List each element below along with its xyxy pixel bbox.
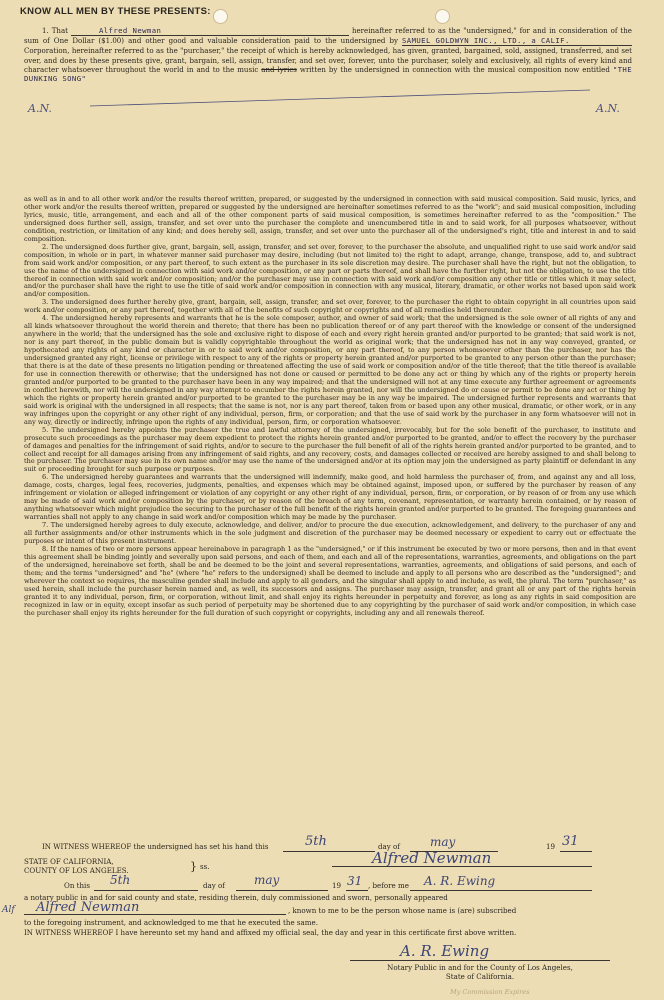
witness-month-hand: may bbox=[430, 835, 456, 849]
witness-year-hand: 31 bbox=[562, 834, 579, 849]
notary-signature: A. R. Ewing bbox=[400, 942, 490, 960]
body-paragraph: 8. If the names of two or more persons appear hereinabove in paragraph 1 as the "undersigned," or if this instrument be executed by two or more persons, then and in that event this agreement shall be binding jointly and severally upon said persons, and each of them, and each and all of the representations, warranties, agreements, and obligations on the part of the undersigned, hereinabove set forth, shall be and be deemed to be the joint and several representations, warranties, agreements, and obligations of said persons, and each of them; and the terms "undersigned" and "he" (where "he" refers to the undersigned) shall be deemed to include and apply to all persons who are described as the "undersigned"; and wherever the context so requires, the masculine gender shall include and apply to all genders, and the singular shall apply to and include, as well, the plural. The term "purchaser," as used herein, shall include the purchaser herein named and, as well, its successors and assigns. The purchaser may assign, transfer, and grant all or any part of the rights herein granted it to any individual, person, firm, or corporation, without limit, and shall enjoy its rights hereunder in perpetuity and forever, as long as any rights in said composition are recognized in law or in equity, except insofar as such period of perpetuity may be shortened due to any copyrighting by the purchaser of said work and/or composition, in which case the purchaser shall enjoy its rights hereunder for the full duration of such copyright or copyrights, including any and all renewals thereof. bbox=[24, 544, 636, 617]
margin-note: Alf bbox=[2, 905, 15, 915]
paragraph-1-text-a: hereinafter referred to as the "undersigned," for and in consideration of the sum of One Dollar ($1.00) and other good and valuable consideration paid to the undersigned by bbox=[24, 26, 632, 46]
ack-before-me: , before me bbox=[368, 881, 409, 890]
punch-hole-left bbox=[213, 9, 228, 24]
venue-state: STATE OF CALIFORNIA, bbox=[24, 857, 114, 866]
ack-line-4 bbox=[24, 918, 318, 927]
venue-ss: ss. bbox=[200, 862, 210, 871]
venue-bracket: } bbox=[190, 860, 197, 873]
witness-day-hand: 5th bbox=[305, 834, 327, 849]
body-paragraph: 7. The undersigned hereby agrees to duly execute, acknowledge, and deliver, and/or to procure the due execution, acknowledgement, and delivery, to the purchaser of any and all further assignments and/or other instruments which in the sole judgment and discretion of the purchaser may be deemed necessary or expedient to carry out or effectuate the purposes or intent of this present instrument. bbox=[24, 521, 636, 545]
composer-signature: Alfred Newman bbox=[372, 849, 492, 867]
purchaser-name: SAMUEL GOLDWYN INC., LTD., a CALIF. bbox=[402, 36, 632, 46]
ack-line-5: IN WITNESS WHEREOF I have hereunto set my hand and affixed my official seal, the day and year in this certificate first above written. bbox=[24, 928, 517, 937]
paragraph-number: 1. That bbox=[42, 26, 68, 35]
ack-year-line bbox=[346, 890, 368, 891]
notary-caption-line-2: State of California. bbox=[445, 972, 515, 981]
witness-day-of: day of bbox=[378, 842, 400, 851]
contract-body bbox=[24, 196, 636, 618]
ack-line-3: , known to me to be the person whose name is (are) subscribed bbox=[288, 906, 517, 915]
ack-notary-line bbox=[410, 890, 592, 891]
ack-appeared-hand: Alfred Newman bbox=[36, 900, 140, 915]
witness-day-line bbox=[283, 851, 375, 852]
body-paragraph: 4. The undersigned hereby represents and warrants that he is the sole composer, author, and owner of said work; that the undersigned is the sole owner of all rights of any and all kinds whatsoever throughout the world therein and thereto; that there has been no publication thereof or of any part thereof with the knowledge or consent of the undersigned anywhere in the world; that the undersigned has the sole and exclusive right to dispose of each and every right herein granted and/or purported to be granted; that said work is not, nor is any part thereof, in the public domain but is validly copyrightable throughout the world as original work; that the undersigned has not in any way conveyed, granted, or hypothecated any rights of any kind or character in or to said work and/or composition, or any part thereof, to any person whomsoever other than the purchaser, nor has the undersigned granted any right, license or privilege with respect to any of the rights or property herein granted and/or purported to be granted to any person other than the purchaser; that there is at the date of these presents no litigation pending or threatened affecting the use of said work or composition and/or of the title thereof; that the title thereof is available for use in connection therewith or otherwise; that the undersigned has not done or caused or permitted to be done any act or thing by which any of the rights or property herein granted and/or purported to be granted to the purchaser have been in any way impaired; and that the undersigned will not at any time execute any further agreement or agreements in conflict herewith, nor will the undersigned in any way attempt to encumber the rights herein granted, nor will the undersigned do or cause or permit to be done any act or thing by which the rights or property herein granted and/or purported to be granted to the purchaser may be in any way be impaired. The undersigned further represents and warrants that said work is original with the undersigned in all respects; that the same is not, nor is any part thereof, taken from or based upon any other musical, dramatic, or other work, or in any way infringes upon the copyright or any other right of any individual, person, firm, or corporation; and that the use of said work by the purchaser in any form whatsoever will not in any way, directly or indirectly, infringe upon the rights of any individual, person, firm, or corporation whatsoever. bbox=[24, 314, 636, 426]
witness-year-prefix: 19 bbox=[546, 842, 556, 851]
ack-month-line bbox=[236, 890, 328, 891]
body-paragraph: 2. The undersigned does further give, grant, bargain, sell, assign, transfer, and set over, forever, to the purchaser the absolute, and unqualified right to use said work and/or said composition, in whole or in part, in whatever manner said purchaser may desire, including (but not limited to) the right to adapt, arrange, change, transpose, add to, and subtract from said work and/or composition, or any part thereof, to such extent as the purchaser in its sole discretion may desire. The purchaser shall have the right, but not the obligation, to use the name of the undersigned in connection with said work and/or composition, or any part or parts thereof, and shall have the further right, but not the obligation, to use the title thereof in connection with said work and/or composition; and/or the purchaser may use in connection with said work and/or composition any other title or titles which it may select, and/or the purchaser shall have the right to use the title of said work and/or composition in connection with any musical, literary, dramatic, or other works not based upon said work and/or composition. bbox=[24, 242, 636, 299]
document-heading: KNOW ALL MEN BY THESE PRESENTS: bbox=[20, 6, 211, 17]
paragraph-1-text-b: Corporation, hereinafter referred to as the "purchaser," the receipt of which is hereby acknowledged, has given, granted, bargained, sold, assigned, transferred, and set over, and does by these presents give, grant, bargain, sell, assign, transfer, and set over, forever, unto the purchaser, solely and exclusively, all rights of every kind and character whatsoever throughout the world in and to the music bbox=[24, 46, 632, 74]
ack-line-4-pronoun: he bbox=[237, 918, 246, 927]
body-paragraph: 5. The undersigned hereby appoints the purchaser the true and lawful attorney of the undersigned, irrevocably, but for the sole benefit of the purchaser, to institute and prosecute such proceedings as the purchaser may deem expedient to protect the rights herein granted and/or purported to be granted, and/or to effect the recovery by the purchaser of damages and penalties for the infringement of said rights, and/or to secure to the purchaser the full benefit of all of the rights herein granted and/or purported to be granted, and to collect and receipt for all damages arising from any infringement of said rights, and any recovery, costs, and damages collected or received are hereby assigned to and shall belong to the purchaser. The purchaser may sue in its own name and/or may use the name of the undersigned and/or at its option may join the undersigned as party plaintiff or defendant in any suit or proceeding brought for such purpose or purposes. bbox=[24, 425, 636, 474]
paragraph-1-text-c: written by the undersigned in connection with the musical composition now entitled bbox=[299, 64, 610, 74]
body-paragraph: 6. The undersigned hereby guarantees and warrants that the undersigned will indemnify, make good, and hold harmless the purchaser of, from, and against any and all loss, damage, costs, charges, legal fees, recoveries, judgments, penalties, and expenses which may be obtained against, imposed upon, or suffered by the purchaser by reason of any infringement or violation or alleged infringement or violation of any copyright or any other right of any individual, person, firm, or corporation, or by reason of or from any use which may be made of said work and/or composition by the purchaser, or by reason of the breach of any term, covenant, representation, or warranty herein contained, or by reason of anything whatsoever which might prejudice the securing to the purchaser of the full benefit of the rights herein granted and/or purported to be granted. The foregoing guarantees and warranties shall not apply to any change in said work and/or composition which may be made by the purchaser. bbox=[24, 473, 636, 522]
initials-left: A.N. bbox=[28, 102, 52, 115]
ack-year-hand: 31 bbox=[347, 874, 363, 888]
struck-words: and lyrics bbox=[261, 64, 297, 74]
ack-on-this: On this bbox=[64, 881, 90, 890]
notary-signature-line bbox=[350, 960, 610, 961]
song-title: "THE DUNKING SONG" bbox=[24, 64, 633, 84]
notary-caption bbox=[340, 963, 620, 981]
ack-day-line-2 bbox=[94, 890, 198, 891]
ack-year-prefix: 19 bbox=[332, 881, 342, 890]
paragraph-1 bbox=[24, 26, 632, 83]
composer-name: Alfred Newman bbox=[71, 26, 349, 36]
notary-caption-line-1: Notary Public in and for the County of Los Angeles, bbox=[387, 963, 573, 972]
ack-line-2: a notary public in and for said county and state, residing therein, duly commissioned and sworn, personally appeared bbox=[24, 893, 448, 902]
ack-line-4-end: executed the same. bbox=[248, 918, 318, 927]
venue-county: COUNTY OF LOS ANGELES. bbox=[24, 866, 129, 875]
initials-right: A.N. bbox=[596, 102, 620, 115]
ack-month-hand: may bbox=[254, 873, 280, 887]
punch-hole-right bbox=[435, 9, 450, 24]
notary-commission-faint: My Commission Expires bbox=[450, 988, 530, 996]
witness-text: IN WITNESS WHEREOF the undersigned has set his hand this bbox=[42, 842, 269, 851]
ack-day-hand: 5th bbox=[110, 873, 131, 887]
title-strike-line bbox=[90, 84, 590, 110]
ack-day-of: day of bbox=[203, 881, 225, 890]
ack-notary-hand: A. R. Ewing bbox=[424, 874, 496, 888]
body-paragraph: 3. The undersigned does further hereby give, grant, bargain, sell, assign, transfer, and set over, forever, to the purchaser the right to obtain copyright in all countries upon said work and/or composition, or any part thereof, together with all of the benefits of such copyright or copyrights and of all remedies held thereunder. bbox=[24, 298, 636, 315]
body-paragraph: as well as in and to all other work and/or the results thereof written, prepared, or suggested by the undersigned in connection with said musical composition. Said music, lyrics, and other work and/or the results thereof written, prepared or suggested by the undersigned are hereinafter sometimes referred to as the "work"; and said musical composition, including lyrics, music, title, arrangement, and each and all of the other component parts of said musical composition, is sometimes hereinafter referred to as the "composition." The undersigned does further sell, assign, transfer, and set over unto the purchaser the complete and unencumbered title in and to said work, for all purposes whatsoever, without condition, restriction, or limitation of any kind; and does hereby sell, assign, transfer, and set over unto the purchaser all of the undersigned's right, title and interest in and to said composition. bbox=[24, 195, 636, 243]
ack-line-4-text: to the foregoing instrument, and acknowledged to me that bbox=[24, 918, 235, 927]
witness-year-line bbox=[560, 851, 592, 852]
